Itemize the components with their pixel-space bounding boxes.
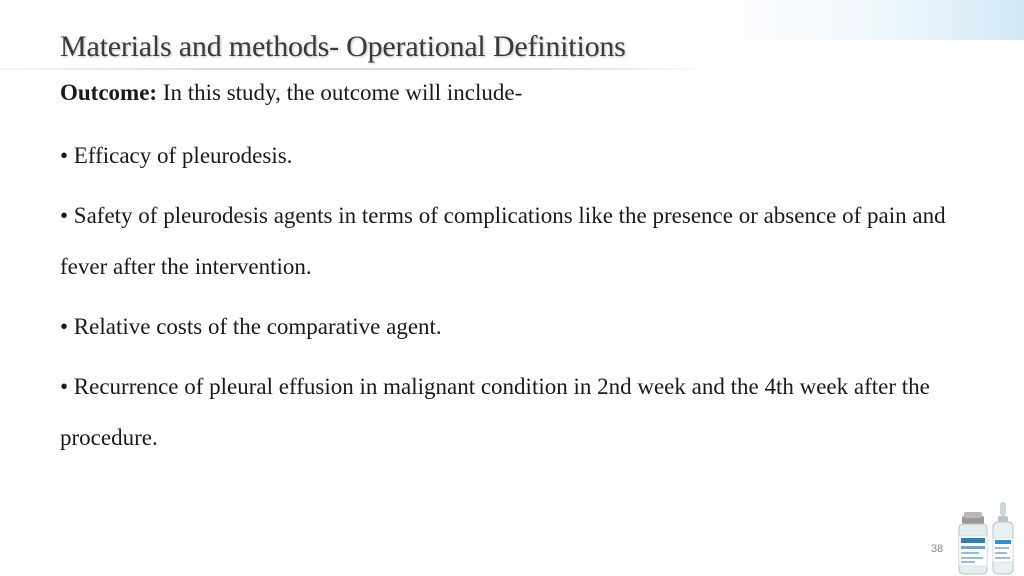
slide-number: 38 (931, 543, 944, 555)
bullet-recurrence: • Recurrence of pleural effusion in malignant condition in 2nd week and the 4th week after the procedure. (60, 374, 930, 450)
slide-title: Materials and methods- Operational Definitions (60, 30, 626, 63)
bullet-efficacy: • Efficacy of pleurodesis. (60, 143, 293, 168)
bullet-costs: • Relative costs of the comparative agent. (60, 314, 442, 339)
outcome-text: In this study, the outcome will include- (157, 80, 523, 105)
header-glow-decoration (694, 0, 1024, 40)
bullet-safety: • Safety of pleurodesis agents in terms of complications like the presence or absence of pain and fever after the intervention. (60, 203, 946, 279)
outcome-label: Outcome: (60, 80, 158, 105)
title-underline (0, 68, 720, 70)
medicine-vials-image (955, 500, 1024, 576)
outcome-line (60, 80, 522, 106)
